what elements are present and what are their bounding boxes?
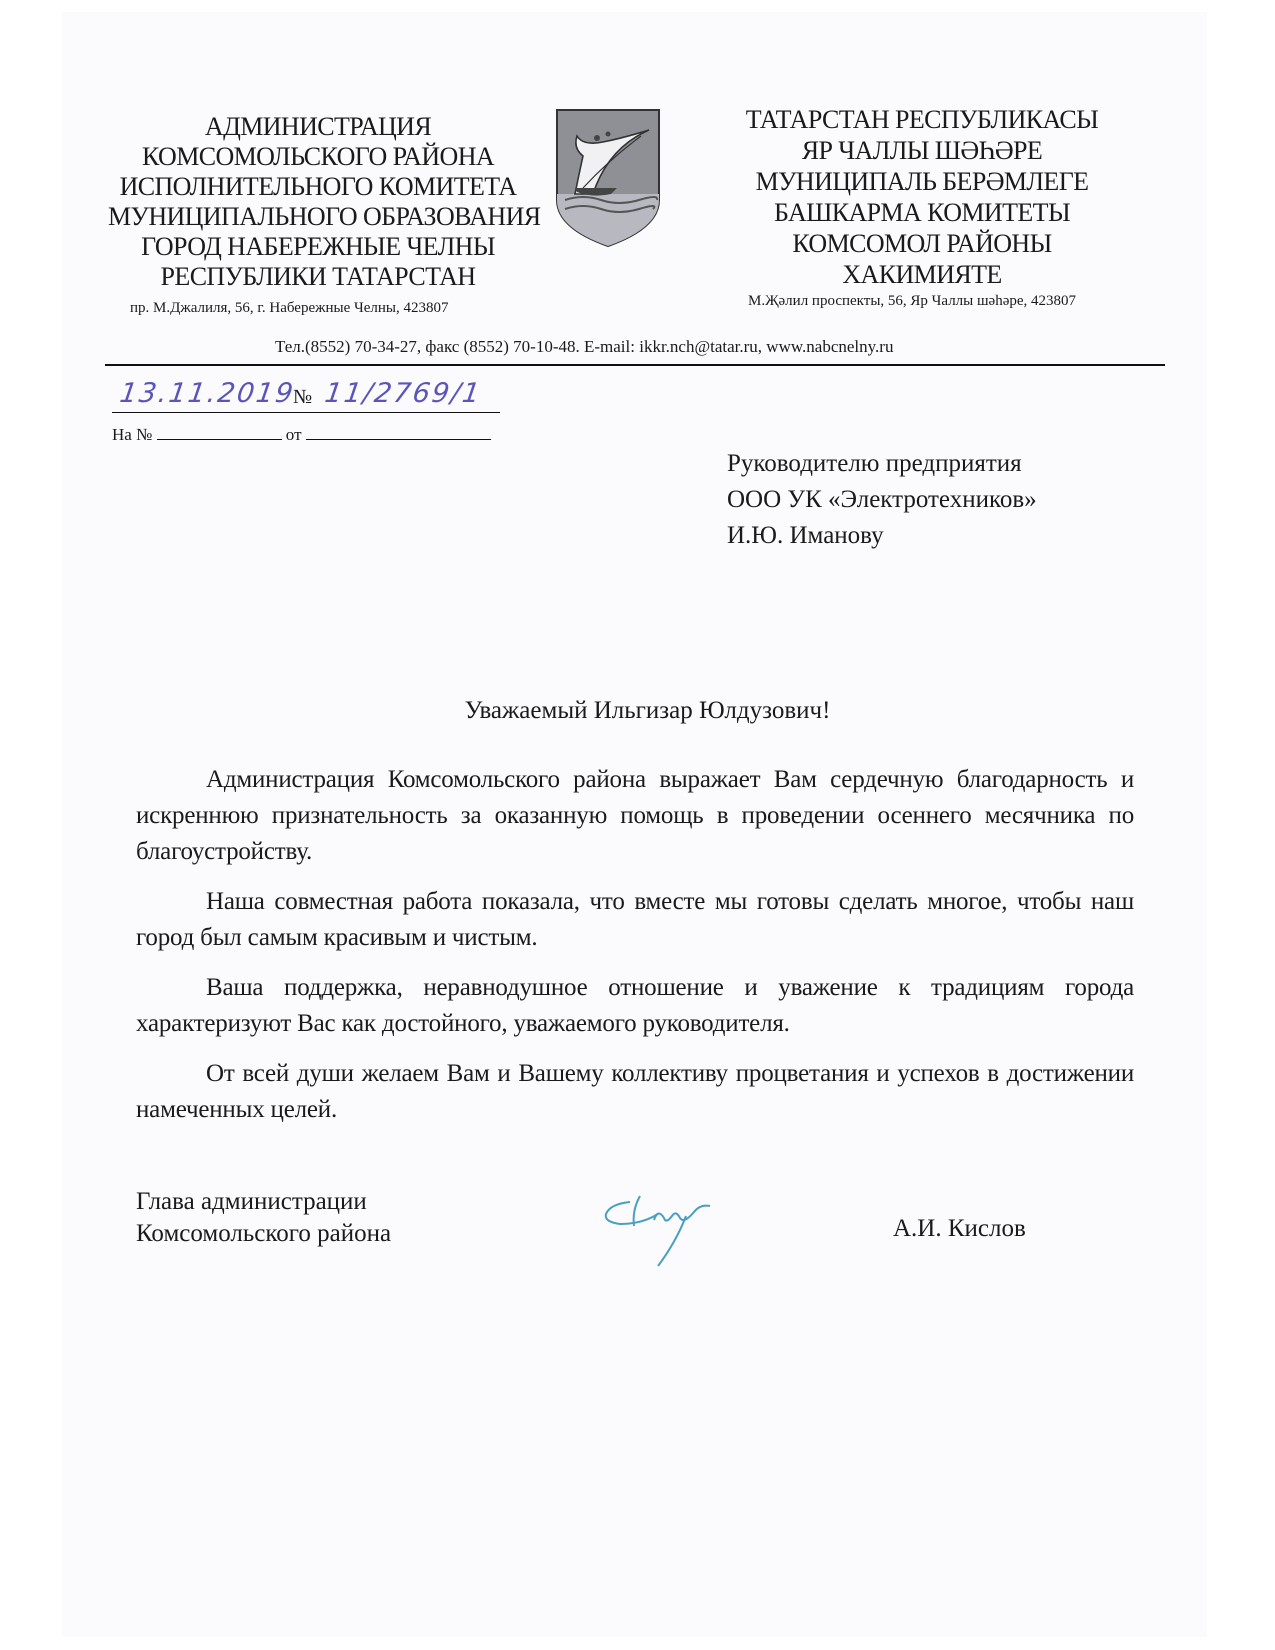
recipient-block [727, 446, 1037, 554]
header-right-line: КОМСОМОЛ РАЙОНЫ [792, 229, 1052, 258]
reference-from-label: от [285, 425, 302, 444]
body-paragraph: От всей души желаем Вам и Вашему коллективу процветания и успехов в достижении намеченных целей. [136, 1060, 1134, 1123]
header-left-line: МУНИЦИПАЛЬНОГО ОБРАЗОВАНИЯ [108, 202, 541, 231]
header-right-line: МУНИЦИПАЛЬ БЕРӘМЛЕГЕ [755, 167, 1089, 196]
header-left-line: АДМИНИСТРАЦИЯ [204, 112, 432, 141]
header-left-line: ГОРОД НАБЕРЕЖНЫЕ ЧЕЛНЫ [141, 232, 495, 261]
header-divider [105, 364, 1165, 366]
signatory-name: А.И. Кислов [893, 1215, 1026, 1242]
body-paragraph: Ваша поддержка, неравнодушное отношение и уважение к традициям города характеризуют Вас как достойного, уважаемого руководителя. [136, 974, 1134, 1037]
registration-number-label: № [293, 386, 313, 408]
header-left-org-name [108, 112, 541, 292]
body-paragraph: Наша совместная работа показала, что вместе мы готовы сделать многое, чтобы наш город был самым красивым и чистым. [136, 888, 1134, 951]
coat-of-arms-icon [553, 108, 663, 248]
header-contacts: Тел.(8552) 70-34-27, факс (8552) 70-10-48. E-mail: ikkr.nch@tatar.ru, www.nabcnelny.ru [275, 337, 894, 356]
header-left-line: ИСПОЛНИТЕЛЬНОГО КОМИТЕТА [119, 172, 517, 201]
signatory-position-line: Комсомольского района [136, 1220, 392, 1247]
header-left-line: КОМСОМОЛЬСКОГО РАЙОНА [141, 142, 495, 171]
reference-number-blank [157, 425, 282, 440]
reference-date-blank [306, 425, 491, 440]
header-right-line: ТАТАРСТАН РЕСПУБЛИКАСЫ [745, 105, 1099, 134]
letter-body [136, 762, 1134, 1142]
recipient-line: Руководителю предприятия [727, 450, 1022, 477]
reference-number-label: На № [112, 425, 153, 444]
registration-date: 13.11.2019 [117, 378, 297, 409]
registration-number: 11/2769/1 [322, 378, 484, 409]
signatory-position-line: Глава администрации [136, 1188, 367, 1215]
header-right-address: М.Җәлил проспекты, 56, Яр Чаллы шәһәре, 423807 [748, 293, 1077, 309]
recipient-line: ООО УК «Электротехников» [727, 486, 1037, 513]
body-paragraph: Администрация Комсомольского района выражает Вам сердечную благодарность и искреннюю признательность за оказанную помощь в проведении осеннего месячника по благоустройству. [136, 766, 1134, 865]
header-right-line: БАШКАРМА КОМИТЕТЫ [773, 198, 1071, 227]
handwritten-signature-icon [600, 1190, 730, 1270]
header-right-org-name [722, 104, 1122, 290]
salutation: Уважаемый Ильгизар Юлдузович! [464, 697, 831, 724]
recipient-line: И.Ю. Иманову [727, 522, 884, 549]
header-right-line: ХАКИМИЯТЕ [842, 260, 1002, 289]
signatory-position [136, 1186, 391, 1250]
header-left-address: пр. М.Джалиля, 56, г. Набережные Челны, 423807 [130, 300, 449, 316]
reference-row [112, 425, 491, 445]
header-right-line: ЯР ЧАЛЛЫ ШӘҺӘРЕ [801, 136, 1043, 165]
header-left-line: РЕСПУБЛИКИ ТАТАРСТАН [160, 262, 476, 291]
